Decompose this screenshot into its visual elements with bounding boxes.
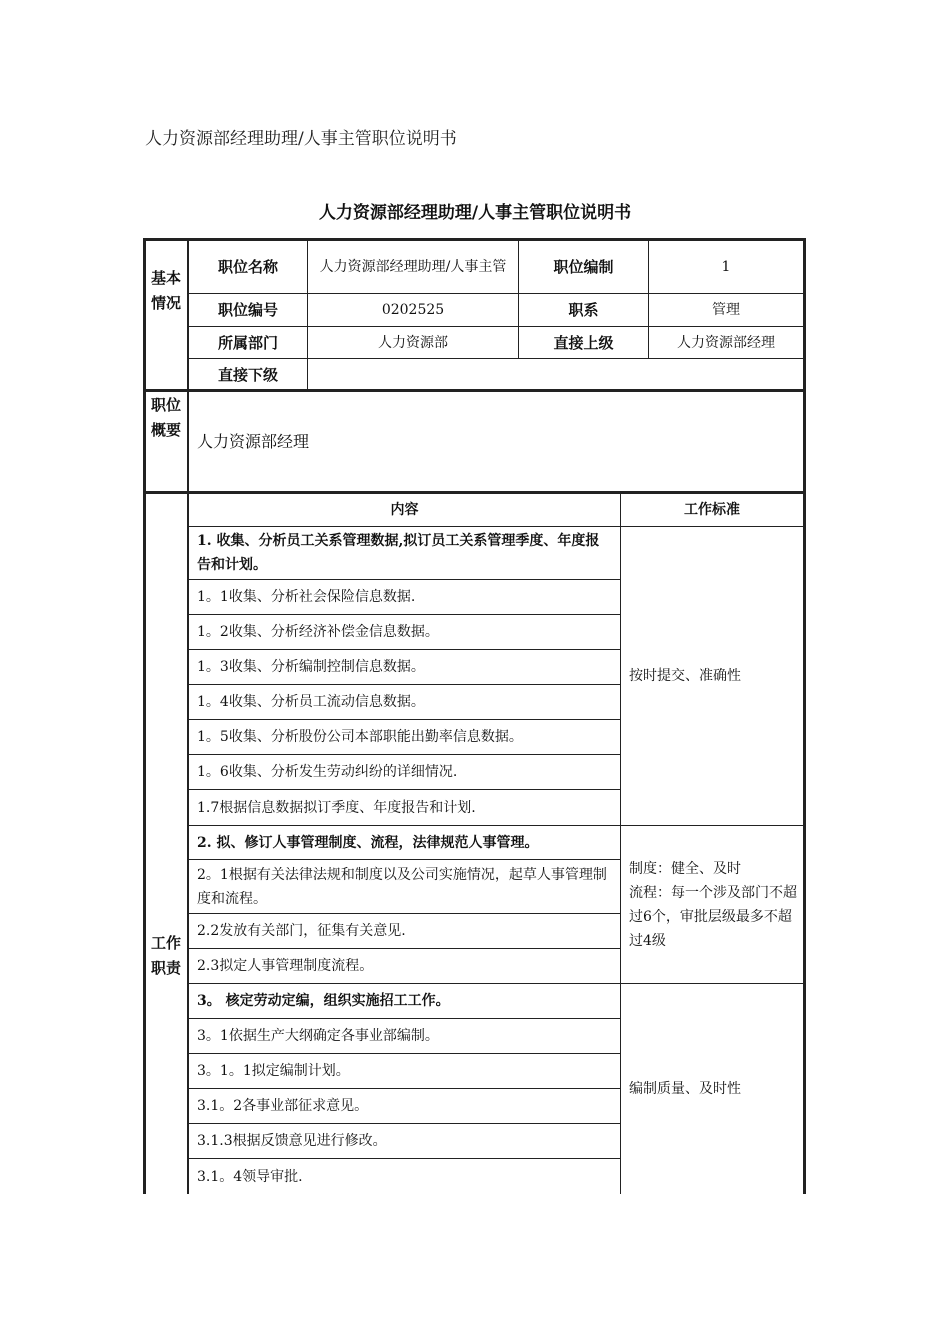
position-code-value: 0202525: [381, 302, 445, 318]
position-name-label: 职位名称: [217, 258, 278, 276]
duty-row: 1。2收集、分析经济补偿金信息数据。: [197, 624, 439, 640]
headcount-label: 职位编制: [553, 258, 614, 276]
standard-header: 工作标准: [684, 502, 740, 518]
duty-row: 1。4收集、分析员工流动信息数据。: [197, 694, 425, 710]
duty-row: 3.1.3根据反馈意见进行修改。: [197, 1133, 387, 1149]
position-code-label: 职位编号: [217, 301, 278, 319]
duty-row: 1.7根据信息数据拟订季度、年度报告和计划.: [197, 799, 476, 816]
section-label-overview: 职位概要: [150, 396, 181, 439]
duty-row: 2.3拟定人事管理制度流程。: [197, 958, 374, 974]
section-label-basic: 基本情况: [150, 269, 181, 312]
subordinate-value: [308, 359, 803, 390]
section-label-duties: 工作职责: [150, 934, 181, 977]
duty-row: 1。6收集、分析发生劳动纠纷的详细情况.: [197, 764, 458, 780]
work-standard: 按时提交、准确性: [629, 668, 741, 684]
subordinate-label: 直接下级: [217, 365, 278, 384]
work-standard: 编制质量、及时性: [629, 1081, 741, 1097]
document-header: 人力资源部经理助理/人事主管职位说明书: [145, 129, 457, 149]
department-label: 所属部门: [217, 333, 278, 352]
duty-row: 3.1。2各事业部征求意见。: [197, 1098, 369, 1114]
duty-row: 3。1。1拟定编制计划。: [197, 1063, 350, 1079]
department-value: 人力资源部: [378, 334, 448, 351]
job-family-value: 管理: [712, 302, 740, 318]
duty-row: 3。 核定劳动定编，组织实施招工工作。: [197, 993, 450, 1009]
duty-row: 2. 拟、修订人事管理制度、流程，法律规范人事管理。: [197, 834, 539, 851]
position-name-value: 人力资源部经理助理/人事主管: [319, 259, 507, 275]
duty-row: 3.1。4领导审批.: [197, 1168, 303, 1185]
duty-row: 1。1收集、分析社会保险信息数据.: [197, 589, 416, 605]
work-standard: 制度：健全、及时 流程：每一个涉及部门不超过6个，审批层级最多不超过4级: [629, 860, 797, 949]
duty-row: 3。1依据生产大纲确定各事业部编制。: [197, 1028, 439, 1044]
content-header: 内容: [390, 502, 419, 518]
document-title: 人力资源部经理助理/人事主管职位说明书: [318, 203, 632, 223]
supervisor-label: 直接上级: [553, 333, 614, 352]
duty-row: 1。3收集、分析编制控制信息数据。: [197, 659, 425, 675]
duty-row: 2.2发放有关部门，征集有关意见.: [197, 923, 406, 939]
job-family-label: 职系: [568, 301, 599, 319]
supervisor-value: 人力资源部经理: [677, 334, 775, 351]
duty-row: 1。5收集、分析股份公司本部职能出勤率信息数据。: [197, 729, 523, 745]
overview-text: 人力资源部经理: [197, 431, 310, 451]
duty-row: 1. 收集、分析员工关系管理数据,拟订员工关系管理季度、年度报告和计划。: [197, 533, 600, 573]
duty-row: 2。1根据有关法律法规和制度以及公司实施情况，起草人事管理制度和流程。: [197, 866, 607, 907]
headcount-value: 1: [721, 259, 731, 275]
